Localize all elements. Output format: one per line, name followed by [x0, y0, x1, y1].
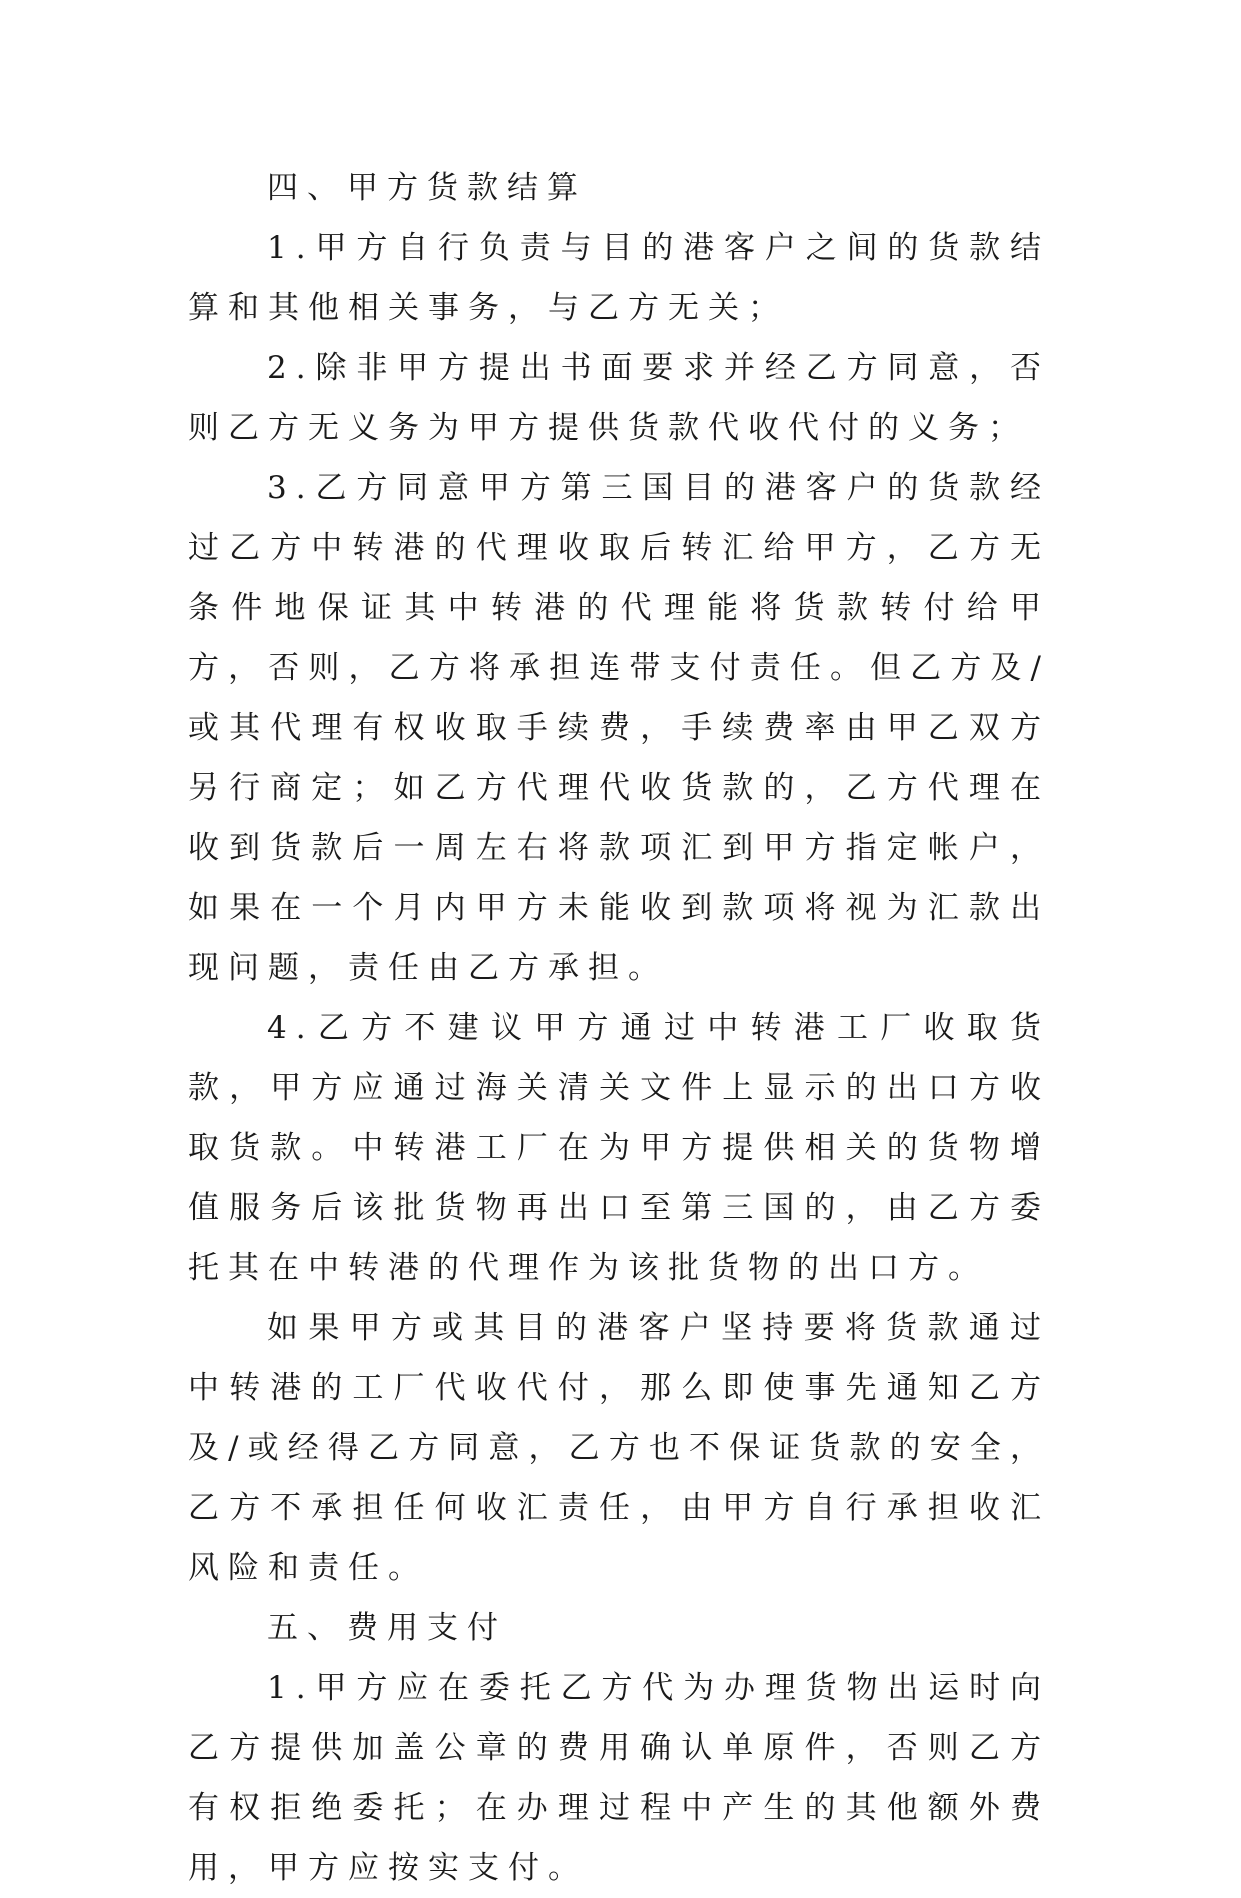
document-body [188, 158, 1050, 1898]
clause-4-4-continued: 如果甲方或其目的港客户坚持要将货款通过中转港的工厂代收代付，那么即使事先通知乙方及/或经得乙方同意，乙方也不保证货款的安全，乙方不承担任何收汇责任，由甲方自行承担收汇风险和责任。 [188, 1310, 1050, 1586]
section-heading-5: 五、费用支付 [267, 1610, 508, 1646]
clause-4-4: 4.乙方不建议甲方通过中转港工厂收取货款，甲方应通过海关清关文件上显示的出口方收取货款。中转港工厂在为甲方提供相关的货物增值服务后该批货物再出口至第三国的，由乙方委托其在中转港的代理作为该批货物的出口方。 [188, 1010, 1050, 1286]
clause-4-1: 1.甲方自行负责与目的港客户之间的货款结算和其他相关事务，与乙方无关； [188, 230, 1050, 326]
clause-4-3: 3.乙方同意甲方第三国目的港客户的货款经过乙方中转港的代理收取后转汇给甲方，乙方无条件地保证其中转港的代理能将货款转付给甲方，否则，乙方将承担连带支付责任。但乙方及/或其代理有权收取手续费，手续费率由甲乙双方另行商定；如乙方代理代收货款的，乙方代理在收到货款后一周左右将款项汇到甲方指定帐户，如果在一个月内甲方未能收到款项将视为汇款出现问题，责任由乙方承担。 [188, 470, 1050, 986]
clause-4-2: 2.除非甲方提出书面要求并经乙方同意，否则乙方无义务为甲方提供货款代收代付的义务； [188, 350, 1050, 446]
section-heading-4: 四、甲方货款结算 [267, 170, 588, 206]
clause-5-1: 1.甲方应在委托乙方代为办理货物出运时向乙方提供加盖公章的费用确认单原件，否则乙方有权拒绝委托；在办理过程中产生的其他额外费用，甲方应按实支付。 [188, 1670, 1050, 1886]
